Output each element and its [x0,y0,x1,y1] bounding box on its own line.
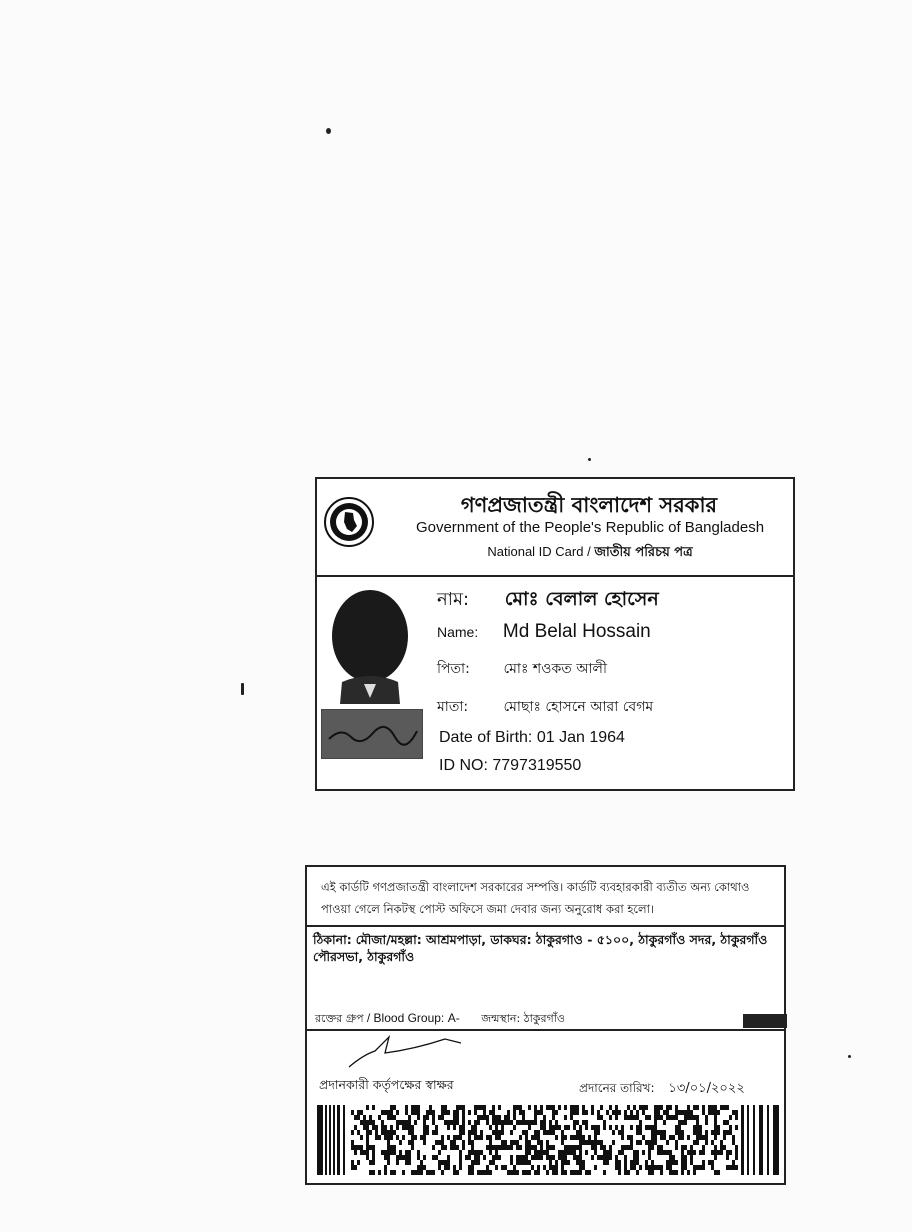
mother-value: মোছাঃ হোসনে আরা বেগম [503,699,654,715]
dob-label: Date of Birth: [439,729,533,746]
header-english: Government of the People's Republic of Bangladesh [415,519,765,536]
blood-group-value: A- [447,1011,460,1025]
authority-signature [345,1031,465,1071]
birthplace-label: জন্মস্থান: [481,1012,521,1025]
header-bangla: গণপ্রজাতন্ত্রী বাংলাদেশ সরকার [460,493,718,517]
pdf417-barcode [317,1105,779,1175]
redacted-block [743,1014,787,1028]
name-english-label: Name: [437,624,479,640]
father-value: মোঃ শওকত আলী [503,661,607,677]
blood-group-label-english: / Blood Group: [363,1011,445,1025]
name-bangla-label: নাম: [437,589,470,610]
ownership-notice: এই কার্ডটি গণপ্রজাতন্ত্রী বাংলাদেশ সরকারের সম্পত্তি। কার্ডটি ব্যবহারকারী ব্যতীত অন্য কোথাও পাওয়া গেলে নিকটস্থ পোস্ট অফিসে জমা দেবার জন্য অনুরোধ করা হলো। [321,880,750,916]
name-bangla-row [437,585,659,617]
father-row [437,657,607,681]
id-number-row [439,757,581,775]
mother-row [437,695,653,719]
blood-birthplace-row [315,1010,565,1029]
address-block [313,931,781,965]
scan-speck [588,458,591,461]
government-seal-icon [323,496,375,548]
id-number-label: ID NO: [439,757,488,774]
id-number-value: 7797319550 [492,757,582,774]
issue-date-label: প্রদানের তারিখ: [579,1081,655,1095]
card-type-english: National ID Card [487,544,584,559]
address-value: মৌজা/মহল্লা: আশ্রমপাড়া, ডাকঘর: ঠাকুরগাও - ৫১০০, ঠাকুরগাঁও সদর, ঠাকুরগাঁও পৌরসভা, ঠাকুরগাঁও [313,932,768,964]
scan-speck [241,683,244,695]
holder-signature [321,709,423,759]
divider [307,925,784,927]
blood-group-label-bangla: রক্তের গ্রুপ [315,1012,364,1025]
father-label: পিতা: [437,661,470,677]
address-label: ঠিকানা: [313,932,352,947]
name-bangla-value: মোঃ বেলাল হোসেন [504,588,659,610]
issuing-authority-label: প্রদানকারী কর্তৃপক্ষের স্বাক্ষর [319,1077,454,1092]
card-type-bangla: জাতীয় পরিচয় পত্র [594,545,693,560]
card-type [387,543,793,564]
card-header [317,479,793,577]
card-type-separator: / [583,544,595,559]
dob-row [439,729,625,747]
holder-photo [324,584,414,704]
scan-speck [326,128,331,134]
dob-value: 01 Jan 1964 [536,729,625,746]
scan-speck [848,1055,851,1058]
mother-label: মাতা: [437,699,469,715]
nid-card-back [305,865,786,1185]
nid-card-front [315,477,795,791]
birthplace-value: ঠাকুরগাঁও [523,1012,565,1025]
name-english-row [437,621,651,643]
issue-date-value: ১৩/০১/২০২২ [668,1081,745,1096]
name-english-value: Md Belal Hossain [502,621,651,642]
issue-date-row [579,1079,745,1100]
